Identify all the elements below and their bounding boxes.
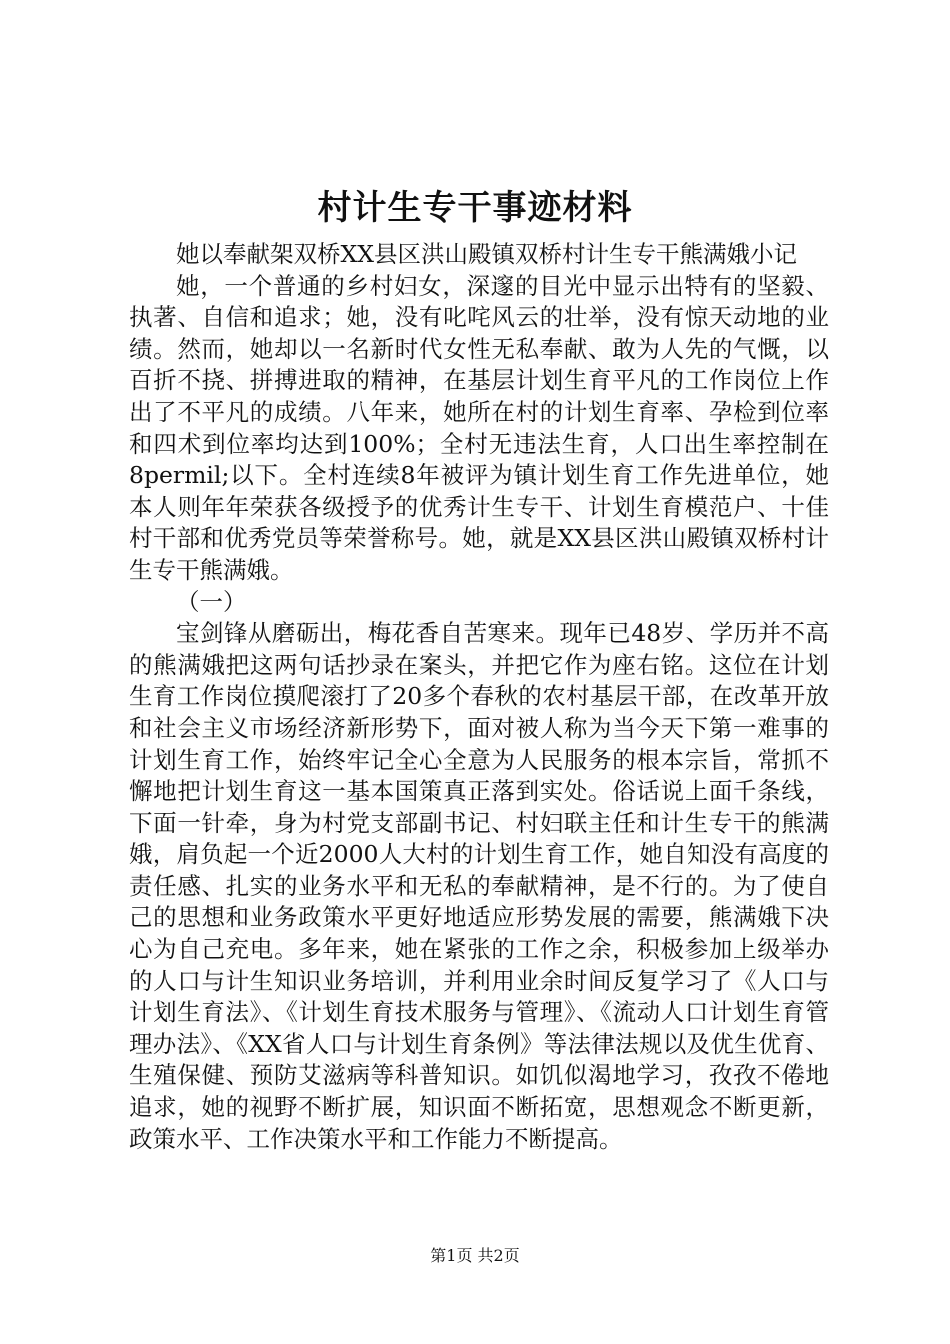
page-number-footer: 第1页 共2页 — [430, 1246, 520, 1265]
paragraph-section-one: 宝剑锋从磨砺出，梅花香自苦寒来。现年已48岁、学历并不高的熊满娥把这两句话抄录在案头，并把它作为座右铭。这位在计划生育工作岗位摸爬滚打了20多个春秋的农村基层干部，在改革开放和社会主义市场经济新形势下，面对被人称为当今天下第一难事的计划生育工作，始终牢记全心全意为人民服务的根本宗旨，常抓不懈地把计划生育这一基本国策真正落到实处。俗话说上面千条线，下面一针牵，身为村党支部副书记、村妇联主任和计生专干的熊满娥，肩负起一个近2000人大村的计划生育工作，她自知没有高度的责任感、扎实的业务水平和无私的奉献精神，是不行的。为了使自己的思想和业务政策水平更好地适应形势发展的需要，熊满娥下决心为自己充电。多年来，她在紧张的工作之余，积极参加上级举办的人口与计生知识业务培训，并利用业余时间反复学习了《人口与计划生育法》、《计划生育技术服务与管理》、《流动人口计划生育管理办法》、《XX省人口与计划生育条例》等法律法规以及优生优育、生殖保健、预防艾滋病等科普知识。如饥似渴地学习，孜孜不倦地追求，她的视野不断扩展，知识面不断拓宽，思想观念不断更新，政策水平、工作决策水平和工作能力不断提高。 — [129, 619, 829, 1153]
paragraph-intro: 她，一个普通的乡村妇女，深邃的目光中显示出特有的坚毅、执著、自信和追求；她，没有叱咤风云的壮举，没有惊天动地的业绩。然而，她却以一名新时代女性无私奉献、敢为人先的气慨，以百折不挠、拼搏进取的精神，在基层计划生育平凡的工作岗位上作出了不平凡的成绩。八年来，她所在村的计划生育率、孕检到位率和四术到位率均达到100%；全村无违法生育，人口出生率控制在8permil;以下。全村连续8年被评为镇计划生育工作先进单位，她本人则年年荣获各级授予的优秀计生专干、计划生育模范户、十佳村干部和优秀党员等荣誉称号。她，就是XX县区洪山殿镇双桥村计生专干熊满娥。 — [129, 271, 829, 584]
paragraph-subtitle: 她以奉献架双桥XX县区洪山殿镇双桥村计生专干熊满娥小记 — [176, 240, 797, 268]
document-body — [129, 239, 829, 1155]
section-heading-one: （一） — [176, 587, 247, 616]
document-title: 村计生专干事迹材料 — [317, 188, 633, 228]
